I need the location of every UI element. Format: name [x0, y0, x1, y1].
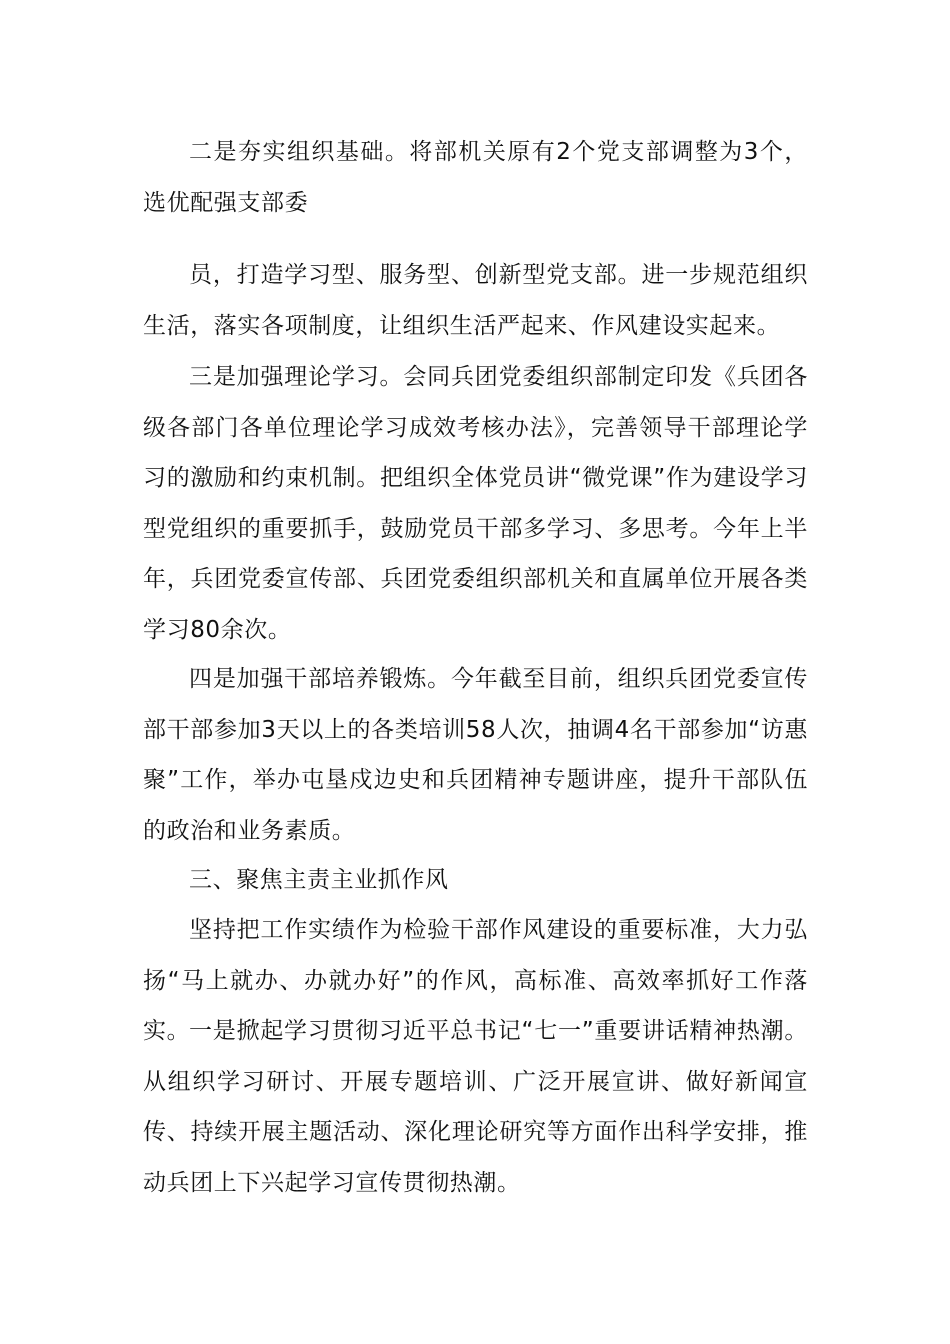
paragraph-continuation-branch: 员，打造学习型、服务型、创新型党支部。进一步规范组织生活，落实各项制度，让组织生活严起来、作风建设实起来。 — [143, 262, 808, 339]
section-heading-three: 三、聚焦主责主业抓作风 — [189, 867, 449, 893]
paragraph-cadre-training: 四是加强干部培养锻炼。今年截至目前，组织兵团党委宣传部干部参加3天以上的各类培训58人次，抽调4名干部参加“访惠聚”工作，举办屯垦戍边史和兵团精神专题讲座，提升干部队伍的政治和业务素质。 — [143, 666, 808, 844]
paragraph-study-speech: 一是掀起学习贯彻习近平总书记“七一”重要讲话精神热潮。从组织学习研讨、开展专题培训、广泛开展宣讲、做好新闻宣传、持续开展主题活动、深化理论研究等方面作出科学安排，推动兵团上下兴起学习宣传贯彻热潮。 — [143, 1018, 808, 1196]
paragraph-strengthen-organization: 二是夯实组织基础。将部机关原有2个党支部调整为3个，选优配强支部委 — [143, 139, 808, 216]
paragraph-work-style: 坚持把工作实绩作为检验干部作风建设的重要标准，大力弘扬“马上就办、办就办好”的作风，高标准、高效率抓好工作落实。 — [143, 917, 808, 1044]
paragraph-theory-study: 三是加强理论学习。会同兵团党委组织部制定印发《兵团各级各部门各单位理论学习成效考核办法》，完善领导干部理论学习的激励和约束机制。把组织全体党员讲“微党课”作为建设学习型党组织的重要抓手，鼓励党员干部多学习、多思考。今年上半年，兵团党委宣传部、兵团党委组织部机关和直属单位开展各类学习80余次。 — [143, 364, 808, 643]
